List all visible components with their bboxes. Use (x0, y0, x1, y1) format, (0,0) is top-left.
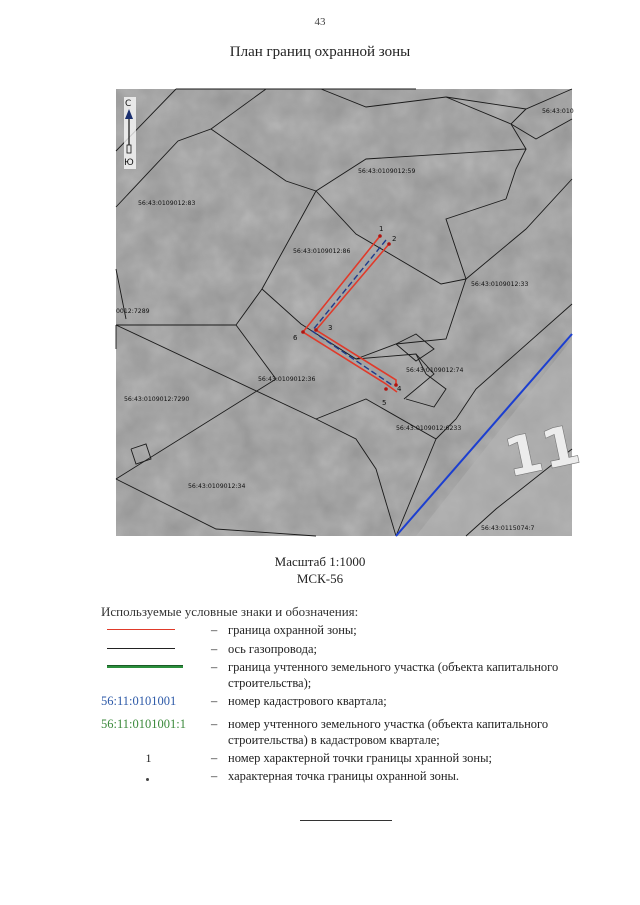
parcel-label: 56:43:0109012:83 (138, 200, 196, 207)
legend-dash: – (211, 694, 218, 708)
legend-dash: – (211, 642, 218, 656)
road-number: 11 (498, 412, 586, 490)
parcel-label: 56:43:0109012:86 (293, 248, 351, 255)
legend-dark-line (107, 648, 175, 649)
parcel-label: 56:43:0109012:34 (188, 483, 246, 490)
page-number: 43 (314, 16, 326, 28)
legend-description: граница учтенного земельного участка (объекта капитального строительства); (228, 660, 559, 690)
scale-block (0, 553, 640, 587)
coordinate-system: МСК-56 (296, 571, 344, 586)
legend-description: номер кадастрового квартала; (228, 694, 387, 708)
parcel-label: 56:43:0109012:6233 (396, 425, 462, 432)
legend-symbol-quarter-number: 56:11:0101001 (101, 694, 177, 708)
point-label-1: 1 (379, 225, 384, 233)
point-label-6: 6 (293, 334, 298, 342)
legend-red-line (107, 629, 175, 630)
scale-text: Масштаб 1:1000 (274, 554, 366, 569)
legend-description: граница охранной зоны; (228, 623, 357, 637)
legend-symbol-point-number: 1 (145, 751, 152, 765)
legend-green-line (107, 665, 183, 668)
legend-dash: – (211, 769, 218, 783)
legend-description: номер характерной точки границы хранной зоны; (228, 751, 492, 765)
parcel-label: 56:43:0109012:74 (406, 367, 464, 374)
parcel-label: 56:43:010 (542, 108, 574, 115)
map-drawing (116, 89, 586, 536)
legend-dash: – (211, 751, 218, 765)
parcel-label: 56:43:0109012:36 (258, 376, 316, 383)
legend-point-dot (146, 778, 149, 781)
point-label-5: 5 (382, 399, 387, 407)
south-label: Ю (124, 158, 134, 168)
cadastral-map (116, 89, 586, 536)
parcel-label: 56:43:0115074:7 (481, 525, 535, 532)
legend-description: номер учтенного земельного участка (объекта капитального строительства) в кадастровом квартале; (228, 717, 549, 747)
parcel-label: 0012:7289 (116, 308, 150, 315)
legend-dash: – (211, 660, 218, 674)
parcel-label: 56:43:0109012:59 (358, 168, 416, 175)
legend-dash: – (211, 623, 218, 637)
legend-heading: Используемые условные знаки и обозначения: (101, 604, 359, 619)
legend-description: ось газопровода; (228, 642, 318, 656)
document-title: План границ охранной зоны (229, 44, 411, 60)
point-label-3: 3 (328, 324, 333, 332)
legend-symbol-parcel-number: 56:11:0101001:1 (101, 717, 186, 731)
point-label-4: 4 (397, 385, 402, 393)
point-label-2: 2 (392, 235, 397, 243)
legend-dash: – (211, 717, 218, 731)
parcel-label: 56:43:0109012:7290 (124, 396, 190, 403)
bottom-rule (300, 820, 392, 821)
parcel-label: 56:43:0109012:33 (471, 281, 529, 288)
north-arrow (124, 97, 136, 169)
north-label: С (125, 99, 132, 109)
legend-description: характерная точка границы охранной зоны. (228, 769, 460, 783)
